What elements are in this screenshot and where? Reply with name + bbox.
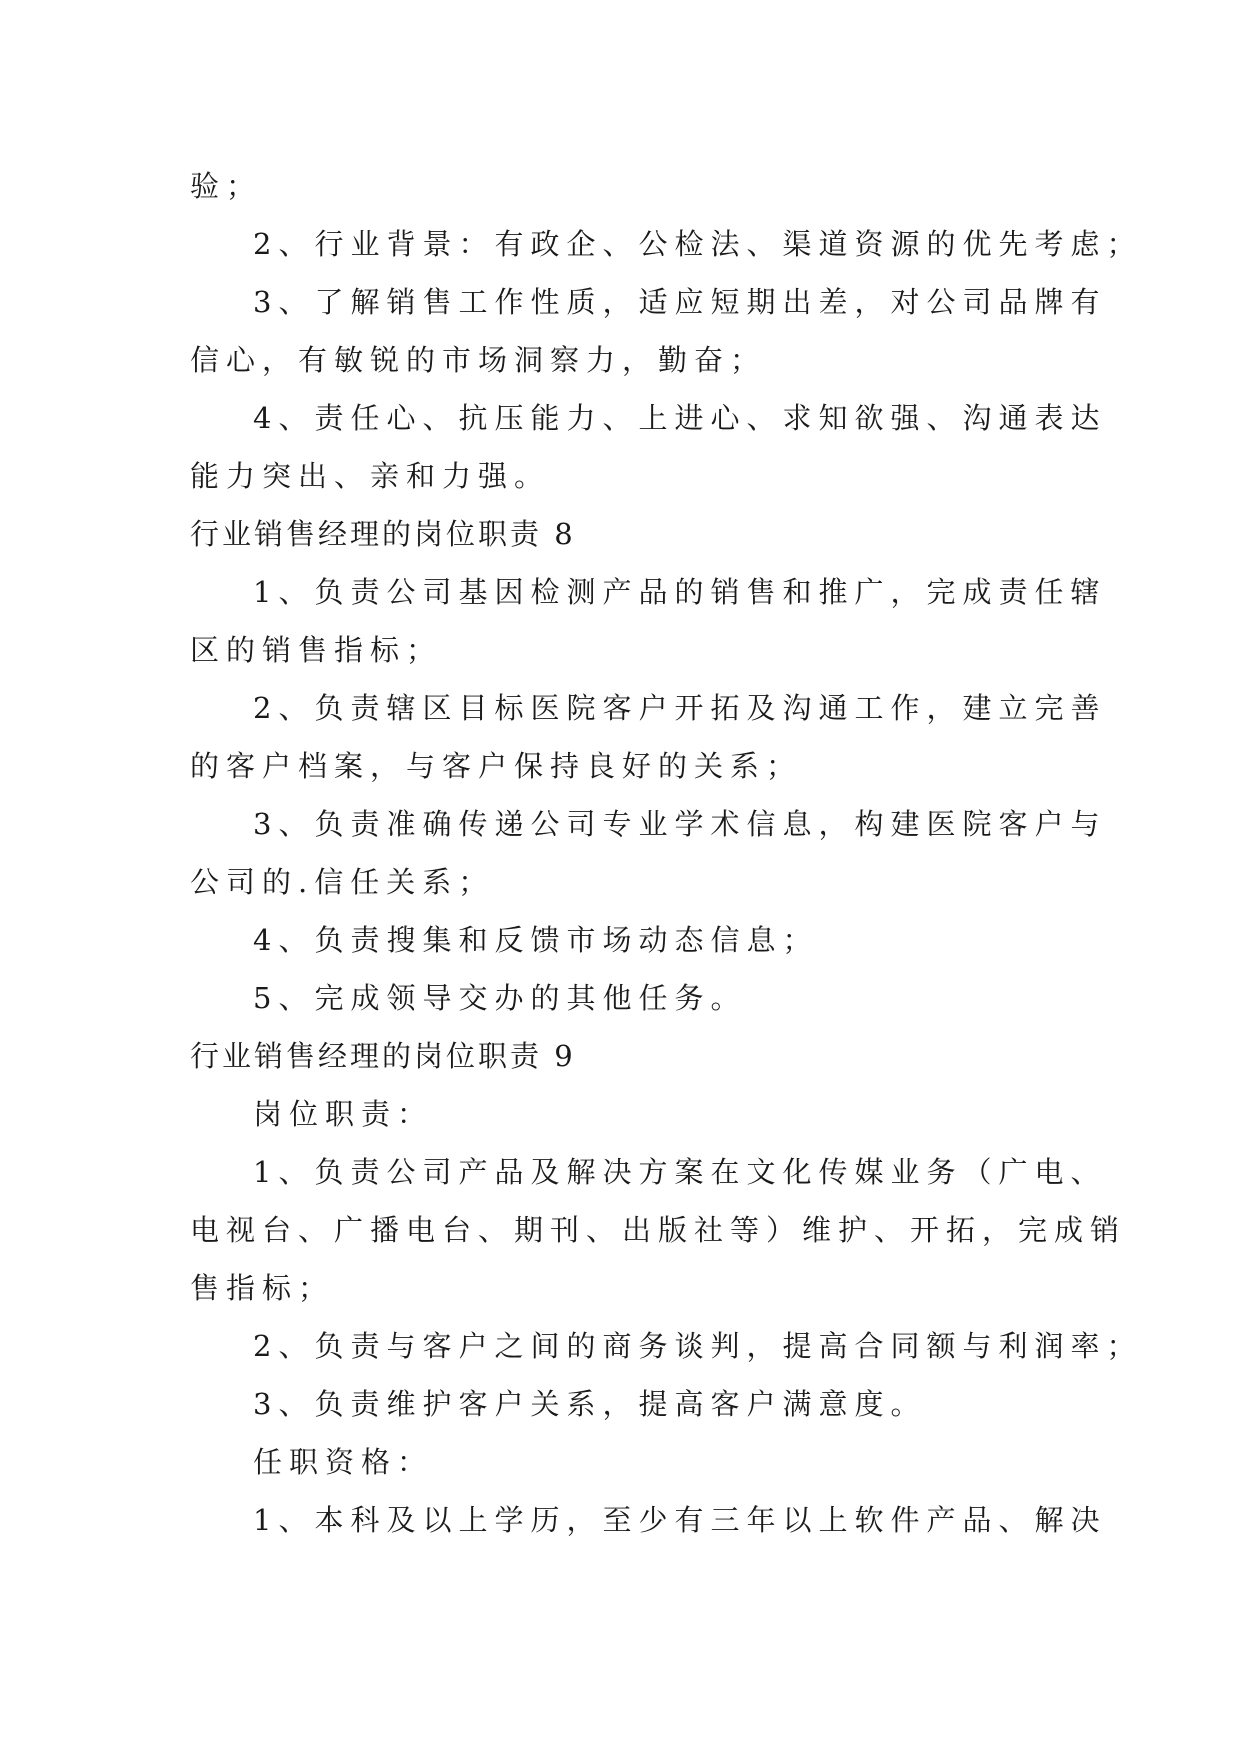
text-line: 售指标； — [190, 1271, 335, 1305]
text-line: 信心，有敏锐的市场洞察力，勤奋； — [190, 343, 767, 377]
text-line: 1、本科及以上学历，至少有三年以上软件产品、解决 — [253, 1503, 1107, 1537]
text-line: 能力突出、亲和力强。 — [190, 459, 551, 493]
section-heading: 行业销售经理的岗位职责 8 — [190, 517, 576, 551]
text-line: 2、负责与客户之间的商务谈判，提高合同额与利润率； — [253, 1329, 1143, 1363]
section-heading: 行业销售经理的岗位职责 9 — [190, 1039, 576, 1073]
text-line: 电视台、广播电台、期刊、出版社等）维护、开拓，完成销 — [190, 1213, 1127, 1247]
text-line: 1、负责公司基因检测产品的销售和推广，完成责任辖 — [253, 575, 1107, 609]
text-line: 公司的.信任关系； — [190, 865, 495, 899]
text-line: 3、负责准确传递公司专业学术信息，构建医院客户与 — [253, 807, 1107, 841]
text-line: 4、负责搜集和反馈市场动态信息； — [253, 923, 819, 957]
text-line: 验； — [190, 169, 263, 203]
text-line: 4、责任心、抗压能力、上进心、求知欲强、沟通表达 — [253, 401, 1107, 435]
text-line: 区的销售指标； — [190, 633, 443, 667]
text-line: 3、了解销售工作性质，适应短期出差，对公司品牌有 — [253, 285, 1107, 319]
text-line: 3、负责维护客户关系，提高客户满意度。 — [253, 1387, 927, 1421]
text-line: 2、行业背景：有政企、公检法、渠道资源的优先考虑； — [253, 227, 1143, 261]
text-line: 1、负责公司产品及解决方案在文化传媒业务（广电、 — [253, 1155, 1107, 1189]
text-line: 的客户档案，与客户保持良好的关系； — [190, 749, 803, 783]
text-line: 任职资格： — [253, 1445, 434, 1479]
text-line: 2、负责辖区目标医院客户开拓及沟通工作，建立完善 — [253, 691, 1107, 725]
text-line: 岗位职责： — [253, 1097, 434, 1131]
text-line: 5、完成领导交办的其他任务。 — [253, 981, 747, 1015]
